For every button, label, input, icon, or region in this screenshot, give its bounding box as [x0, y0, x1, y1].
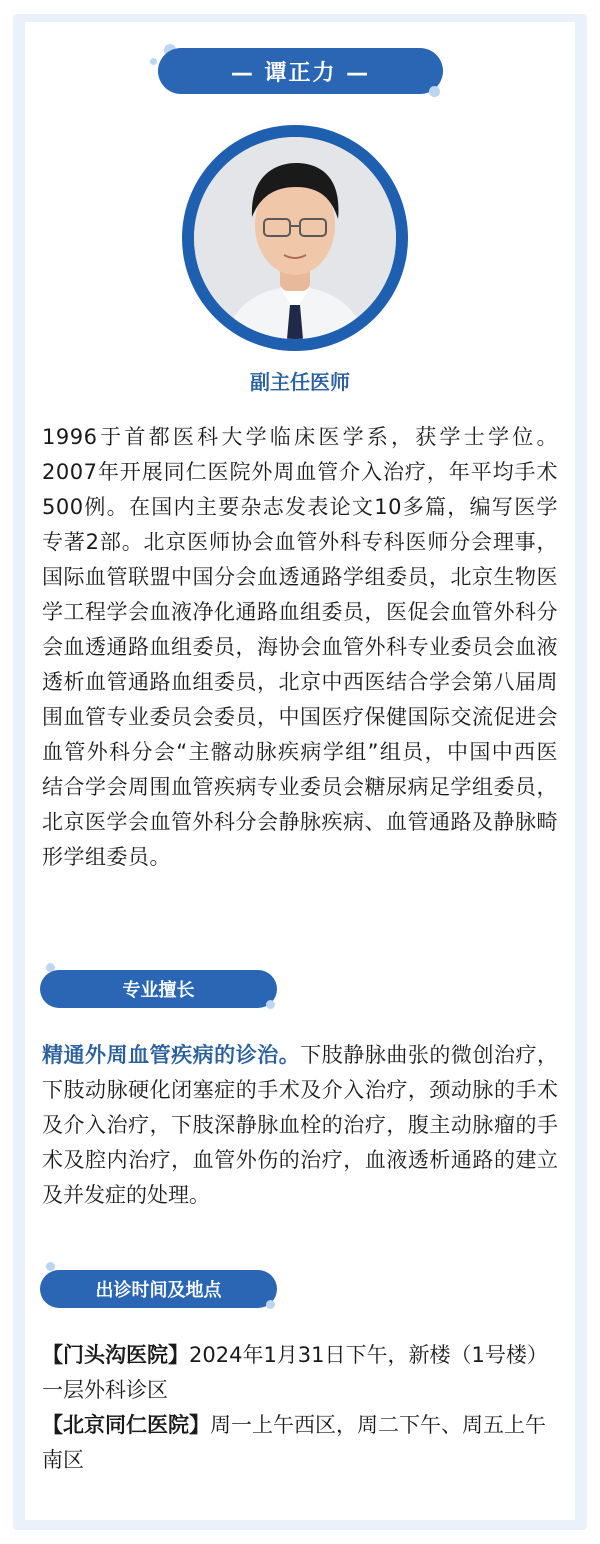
specialty-heading	[40, 970, 277, 1008]
schedule-location: 【门头沟医院】	[42, 1343, 189, 1367]
schedule-entry	[42, 1338, 558, 1408]
doctor-portrait-icon	[194, 137, 396, 339]
decor-bubble	[266, 1300, 275, 1309]
specialty-heading-label: 专业擅长	[122, 980, 195, 1001]
specialty-detail: 下肢静脉曲张的微创治疗，下肢动脉硬化闭塞症的手术及介入治疗，颈动脉的手术及介入治疗，下肢深静脉血栓的治疗，腹主动脉瘤的手术及腔内治疗，血管外伤的治疗，血液透析通路的建立及并发症的处理。	[42, 1043, 559, 1207]
schedule-location: 【北京同仁医院】	[42, 1413, 210, 1437]
decor-bubble	[150, 58, 157, 65]
specialty-highlight: 精通外周血管疾病的诊治。	[42, 1043, 301, 1067]
schedule-heading	[40, 1270, 277, 1308]
doctor-photo	[194, 137, 396, 339]
doctor-name: — 谭正力 —	[230, 60, 371, 86]
doctor-bio: 1996于首都医科大学临床医学系，获学士学位。2007年开展同仁医院外周血管介入治疗，年平均手术500例。在国内主要杂志发表论文10多篇，编写医学专著2部。北京医师协会血管外科专科医师分会理事，国际血管联盟中国分会血透通路学组委员，北京生物医学工程学会血液净化通路血组委员，医促会血管外科分会血透通路血组委员，海协会血管外科专业委员会血液透析血管通路血组委员，北京中西医结合学会第八届周围血管专业委员会委员，中国医疗保健国际交流促进会血管外科分会“主髂动脉疾病学组”组员，中国中西医结合学会周围血管疾病专业委员会糖尿病足学组委员，北京医学会血管外科分会静脉疾病、血管通路及静脉畸形学组委员。	[42, 425, 558, 869]
schedule-entry	[42, 1408, 558, 1478]
decor-bubble	[266, 1000, 275, 1009]
schedule-heading-label: 出诊时间及地点	[95, 1280, 222, 1301]
doctor-name-banner	[158, 48, 443, 94]
avatar	[182, 125, 408, 351]
specialty-text	[42, 1038, 558, 1213]
decor-bubble	[429, 86, 440, 97]
doctor-title: 副主任医师	[250, 370, 350, 394]
schedule-time: 周一上午西区，周二下午、周五上午南区	[42, 1413, 546, 1472]
schedule-time: 2024年1月31日下午，新楼（1号楼）一层外科诊区	[42, 1343, 548, 1402]
